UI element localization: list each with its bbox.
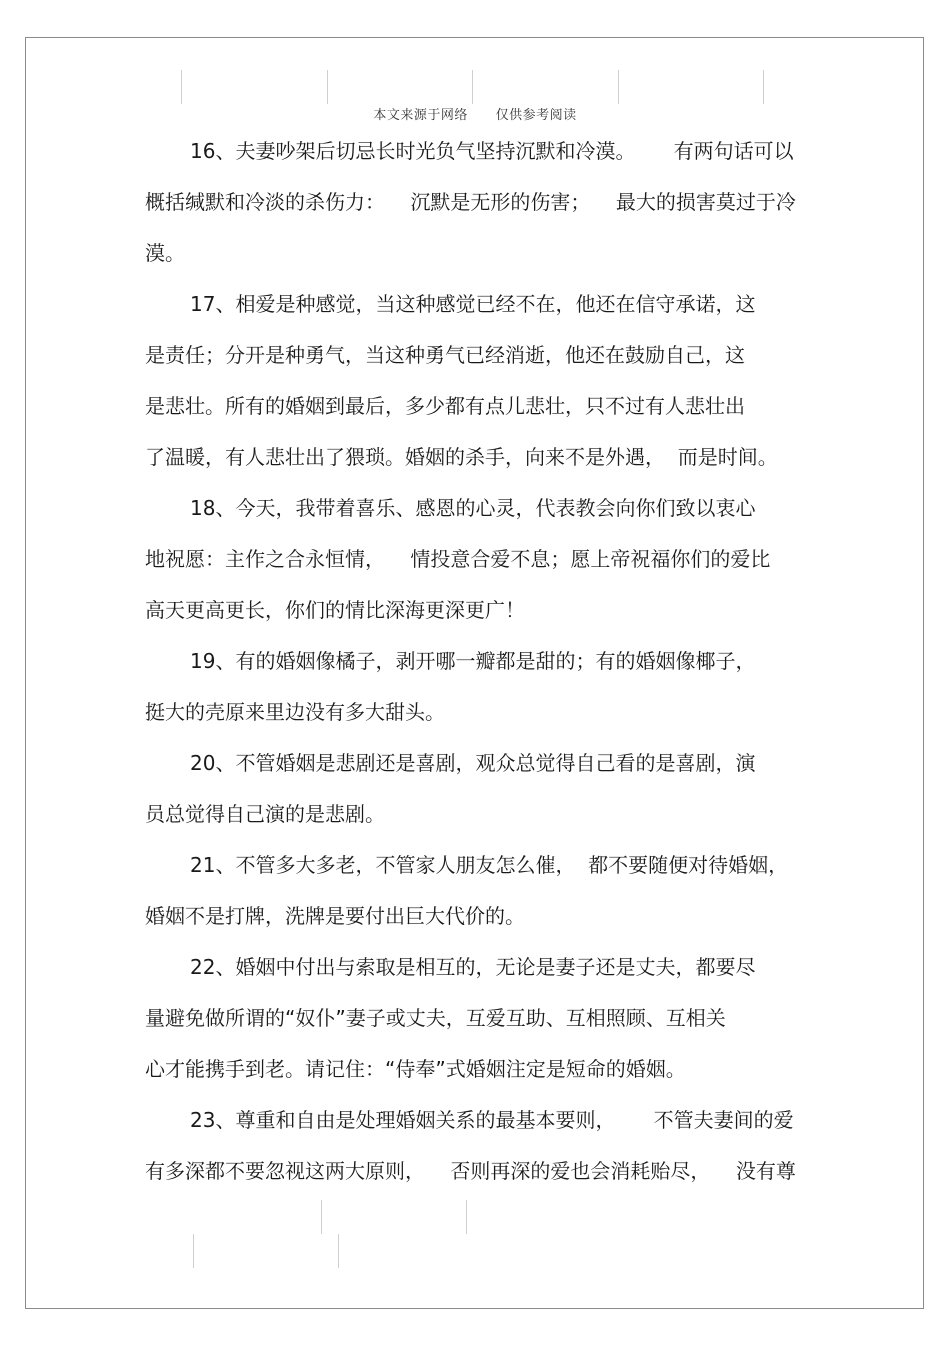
text-line: 员总觉得自己演的是悲剧。 bbox=[145, 802, 385, 826]
footer-divider bbox=[466, 1200, 467, 1234]
text-line: 22、婚姻中付出与索取是相互的，无论是妻子还是丈夫，都要尽 bbox=[190, 955, 756, 979]
paragraph-21 bbox=[145, 842, 805, 944]
text-line: 高天更高更长，你们的情比深海更深更广！ bbox=[145, 598, 525, 622]
text-line: 是悲壮。所有的婚姻到最后，多少都有点儿悲壮，只不过有人悲壮出 bbox=[145, 394, 745, 418]
text-line: 地祝愿：主作之合永恒情， 情投意合爱不息；愿上帝祝福你们的爱比 bbox=[145, 547, 771, 571]
header-divider bbox=[618, 70, 619, 104]
text-line: 概括缄默和冷淡的杀伤力： 沉默是无形的伤害； 最大的损害莫过于冷 bbox=[145, 190, 796, 214]
footer-divider bbox=[321, 1200, 322, 1234]
header-divider bbox=[181, 70, 182, 104]
text-line: 17、相爱是种感觉，当这种感觉已经不在，他还在信守承诺，这 bbox=[190, 292, 756, 316]
text-line: 心才能携手到老。请记住：“侍奉”式婚姻注定是短命的婚姻。 bbox=[145, 1057, 686, 1081]
source-note: 本文来源于网络 仅供参考阅读 bbox=[373, 108, 577, 123]
text-line: 漠。 bbox=[145, 241, 185, 265]
header-divider bbox=[472, 70, 473, 104]
text-line: 16、夫妻吵架后切忌长时光负气坚持沉默和冷漠。 有两句话可以 bbox=[190, 139, 794, 163]
text-line: 23、尊重和自由是处理婚姻关系的最基本要则， 不管夫妻间的爱 bbox=[190, 1108, 794, 1132]
paragraph-22 bbox=[145, 944, 805, 1097]
paragraph-16 bbox=[145, 128, 805, 281]
text-line: 19、有的婚姻像橘子，剥开哪一瓣都是甜的；有的婚姻像椰子， bbox=[190, 649, 756, 673]
text-line: 是责任；分开是种勇气，当这种勇气已经消逝，他还在鼓励自己，这 bbox=[145, 343, 745, 367]
paragraph-17 bbox=[145, 281, 805, 485]
paragraph-19 bbox=[145, 638, 805, 740]
text-line: 了温暖，有人悲壮出了猥琐。婚姻的杀手，向来不是外遇， 而是时间。 bbox=[145, 445, 778, 469]
text-line: 有多深都不要忽视这两大原则， 否则再深的爱也会消耗贻尽， 没有尊 bbox=[145, 1159, 796, 1183]
header-divider bbox=[327, 70, 328, 104]
text-line: 21、不管多大多老，不管家人朋友怎么催， 都不要随便对待婚姻， bbox=[190, 853, 789, 877]
footer-divider bbox=[193, 1234, 194, 1268]
text-line: 20、不管婚姻是悲剧还是喜剧，观众总觉得自己看的是喜剧，演 bbox=[190, 751, 756, 775]
paragraph-23 bbox=[145, 1097, 805, 1199]
text-line: 18、今天，我带着喜乐、感恩的心灵，代表教会向你们致以衷心 bbox=[190, 496, 756, 520]
text-line: 量避免做所谓的“奴仆”妻子或丈夫，互爱互助、互相照顾、互相关 bbox=[145, 1006, 726, 1030]
text-line: 挺大的壳原来里边没有多大甜头。 bbox=[145, 700, 445, 724]
paragraph-18 bbox=[145, 485, 805, 638]
paragraph-20 bbox=[145, 740, 805, 842]
text-line: 婚姻不是打牌，洗牌是要付出巨大代价的。 bbox=[145, 904, 525, 928]
document-body bbox=[145, 128, 805, 1199]
header-divider bbox=[763, 70, 764, 104]
footer-divider bbox=[338, 1234, 339, 1268]
